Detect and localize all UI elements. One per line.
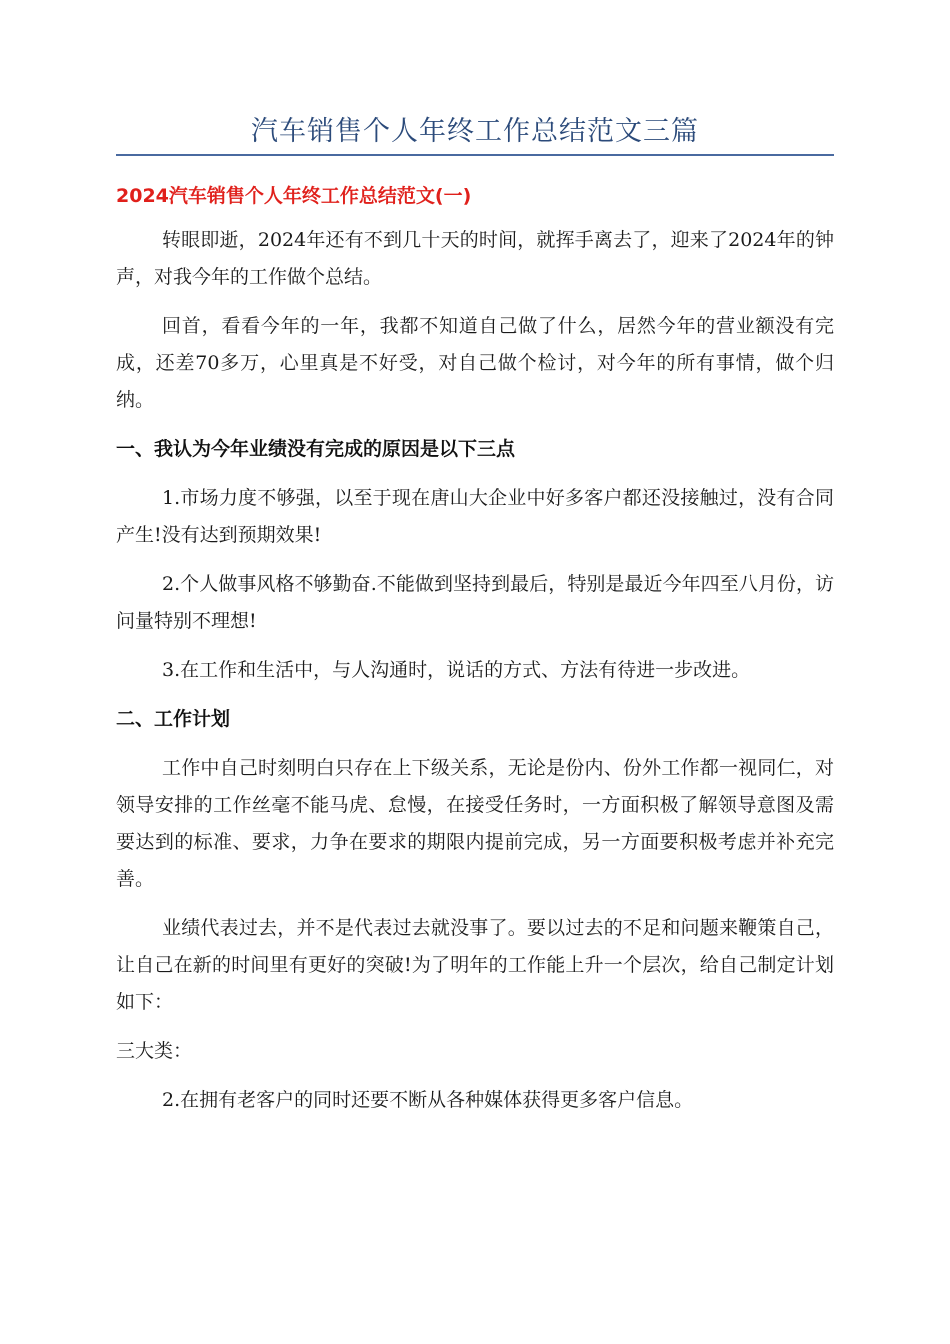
plan-item-2: 2.在拥有老客户的同时还要不断从各种媒体获得更多客户信息。 [162,1089,694,1111]
section-title: 2024汽车销售个人年终工作总结范文(一) [116,185,472,207]
plan-paragraph-2: 业绩代表过去，并不是代表过去就没事了。要以过去的不足和问题来鞭策自己，让自己在新的时间里有更好的突破!为了明年的工作能上升一个层次，给自己制定计划如下： [116,917,834,1013]
title-underline [116,154,834,156]
reason-item-3: 3.在工作和生活中，与人沟通时，说话的方式、方法有待进一步改进。 [162,659,751,681]
reason-item-1: 1.市场力度不够强，以至于现在唐山大企业中好多客户都还没接触过，没有合同产生!没有达到预期效果! [116,487,834,546]
heading-work-plan: 二、工作计划 [116,708,231,730]
reason-item-2: 2.个人做事风格不够勤奋.不能做到坚持到最后，特别是最近今年四至八月份，访问量特别不理想! [116,573,834,632]
plan-paragraph-1: 工作中自己时刻明白只存在上下级关系，无论是份内、份外工作都一视同仁，对领导安排的工作丝毫不能马虎、怠慢，在接受任务时，一方面积极了解领导意图及需要达到的标准、要求，力争在要求的期限内提前完成，另一方面要积极考虑并补充完善。 [116,757,834,890]
document-body [116,222,834,1131]
document-title: 汽车销售个人年终工作总结范文三篇 [251,116,699,147]
intro-paragraph-1: 转眼即逝，2024年还有不到几十天的时间，就挥手离去了，迎来了2024年的钟声，对我今年的工作做个总结。 [116,229,834,288]
heading-reasons: 一、我认为今年业绩没有完成的原因是以下三点 [116,438,516,460]
category-label: 三大类： [116,1040,193,1062]
intro-paragraph-2: 回首，看看今年的一年，我都不知道自己做了什么，居然今年的营业额没有完成，还差70多万，心里真是不好受，对自己做个检讨，对今年的所有事情，做个归纳。 [116,315,834,411]
